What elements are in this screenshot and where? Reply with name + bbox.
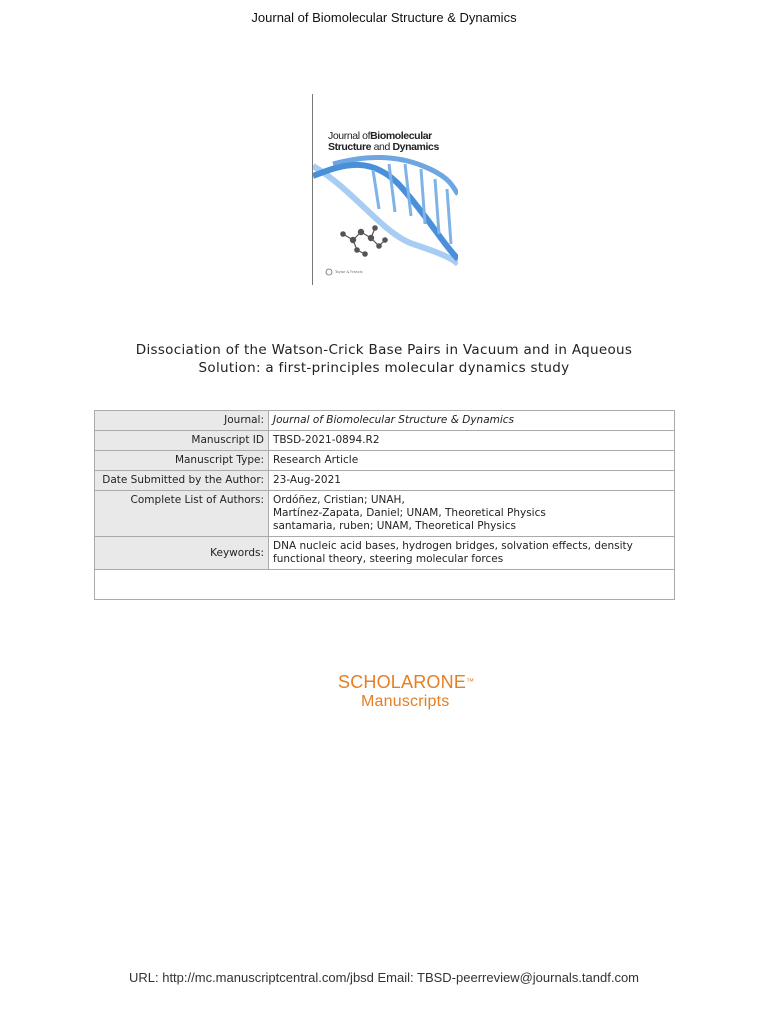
journal-header: Journal of Biomolecular Structure & Dynamics: [251, 10, 517, 25]
date-submitted-value: 23-Aug-2021: [269, 471, 675, 491]
table-row: [95, 431, 675, 451]
cover-publisher: Taylor & Francis: [335, 270, 363, 274]
manuscript-type-label: Manuscript Type:: [95, 451, 269, 471]
keywords-label: Keywords:: [95, 537, 269, 570]
scholarone-manuscripts-label: Manuscripts: [361, 693, 450, 710]
journal-value: Journal of Biomolecular Structure & Dynamics: [269, 411, 675, 431]
table-row: [95, 471, 675, 491]
molecule-graphic: [341, 226, 387, 256]
keywords-value: DNA nucleic acid bases, hydrogen bridges, solvation effects, density functional theory, steering molecular forces: [269, 537, 675, 570]
table-row: [95, 411, 675, 431]
authors-label: Complete List of Authors:: [95, 491, 269, 537]
footer-contact: URL: http://mc.manuscriptcentral.com/jbsd Email: TBSD-peerreview@journals.tandf.com: [128, 970, 640, 985]
paper-title: Dissociation of the Watson-Crick Base Pairs in Vacuum and in Aqueous Solution: a first-principles molecular dynamics study: [135, 342, 633, 376]
date-submitted-label: Date Submitted by the Author:: [95, 471, 269, 491]
author-entry: Martínez-Zapata, Daniel; UNAM, Theoretical Physics: [273, 507, 546, 519]
dna-helix-graphic: [313, 94, 458, 285]
cover-title: Journal ofBiomolecular Structure and Dynamics: [328, 130, 439, 153]
manuscript-id-value: TBSD-2021-0894.R2: [269, 431, 675, 451]
table-row-empty: [95, 570, 675, 600]
authors-value: [269, 491, 675, 537]
empty-row: [95, 570, 675, 600]
table-row: [95, 537, 675, 570]
journal-label: Journal:: [95, 411, 269, 431]
table-row: [95, 491, 675, 537]
table-row: [95, 451, 675, 471]
scholarone-logo: SCHOLARONE™ Manuscripts: [338, 672, 475, 710]
journal-cover-image: [312, 94, 458, 285]
manuscript-id-label: Manuscript ID: [95, 431, 269, 451]
author-entry: santamaria, ruben; UNAM, Theoretical Physics: [273, 520, 517, 532]
manuscript-type-value: Research Article: [269, 451, 675, 471]
publisher-logo-icon: [326, 269, 332, 275]
author-entry: Ordóñez, Cristian; UNAH,: [273, 494, 405, 506]
manuscript-metadata-table: [94, 410, 675, 600]
